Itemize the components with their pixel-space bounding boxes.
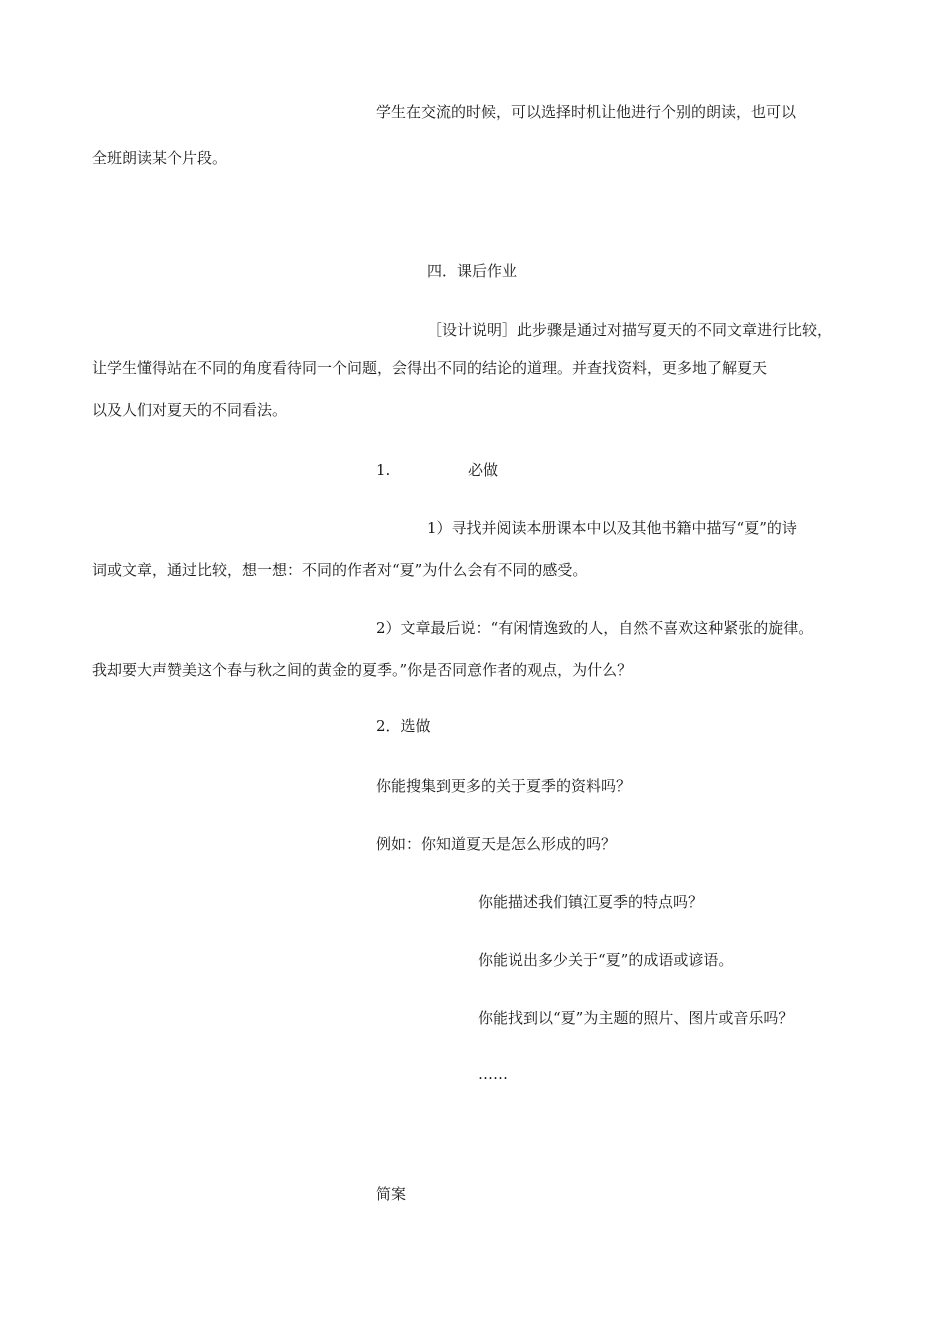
optional-example: 例如：你知道夏天是怎么形成的吗？ — [376, 835, 617, 853]
required-item-line: 词或文章，通过比较，想一想：不同的作者对“夏”为什么会有不同的感受。 — [92, 561, 588, 579]
required-item-line: 1）寻找并阅读本册课本中以及其他书籍中描写“夏”的诗 — [427, 519, 797, 537]
paragraph-line: 学生在交流的时候，可以选择时机让他进行个别的朗读，也可以 — [376, 103, 797, 121]
required-number: 1. — [376, 461, 391, 479]
optional-sub-question: 你能描述我们镇江夏季的特点吗？ — [478, 893, 704, 911]
design-note-line: ［设计说明］此步骤是通过对描写夏天的不同文章进行比较， — [427, 321, 833, 339]
optional-heading: 2．选做 — [376, 717, 431, 735]
required-item-line: 我却要大声赞美这个春与秋之间的黄金的夏季。”你是否同意作者的观点，为什么？ — [92, 661, 633, 679]
design-note-line: 以及人们对夏天的不同看法。 — [92, 401, 288, 419]
optional-sub-question: 你能找到以“夏”为主题的照片、图片或音乐吗？ — [478, 1009, 794, 1027]
footer-heading: 简案 — [376, 1185, 407, 1203]
paragraph-line: 全班朗读某个片段。 — [92, 149, 228, 167]
required-item-line: 2）文章最后说：“有闲情逸致的人，自然不喜欢这种紧张的旋律。 — [376, 619, 814, 637]
design-note-line: 让学生懂得站在不同的角度看待同一个问题，会得出不同的结论的道理。并查找资料，更多地了解夏天 — [92, 359, 768, 377]
required-label: 必做 — [468, 461, 499, 479]
optional-question: 你能搜集到更多的关于夏季的资料吗？ — [376, 777, 632, 795]
optional-sub-question: 你能说出多少关于“夏”的成语或谚语。 — [478, 951, 734, 969]
section-heading: 四．课后作业 — [427, 262, 518, 280]
optional-ellipsis: …… — [478, 1065, 508, 1083]
